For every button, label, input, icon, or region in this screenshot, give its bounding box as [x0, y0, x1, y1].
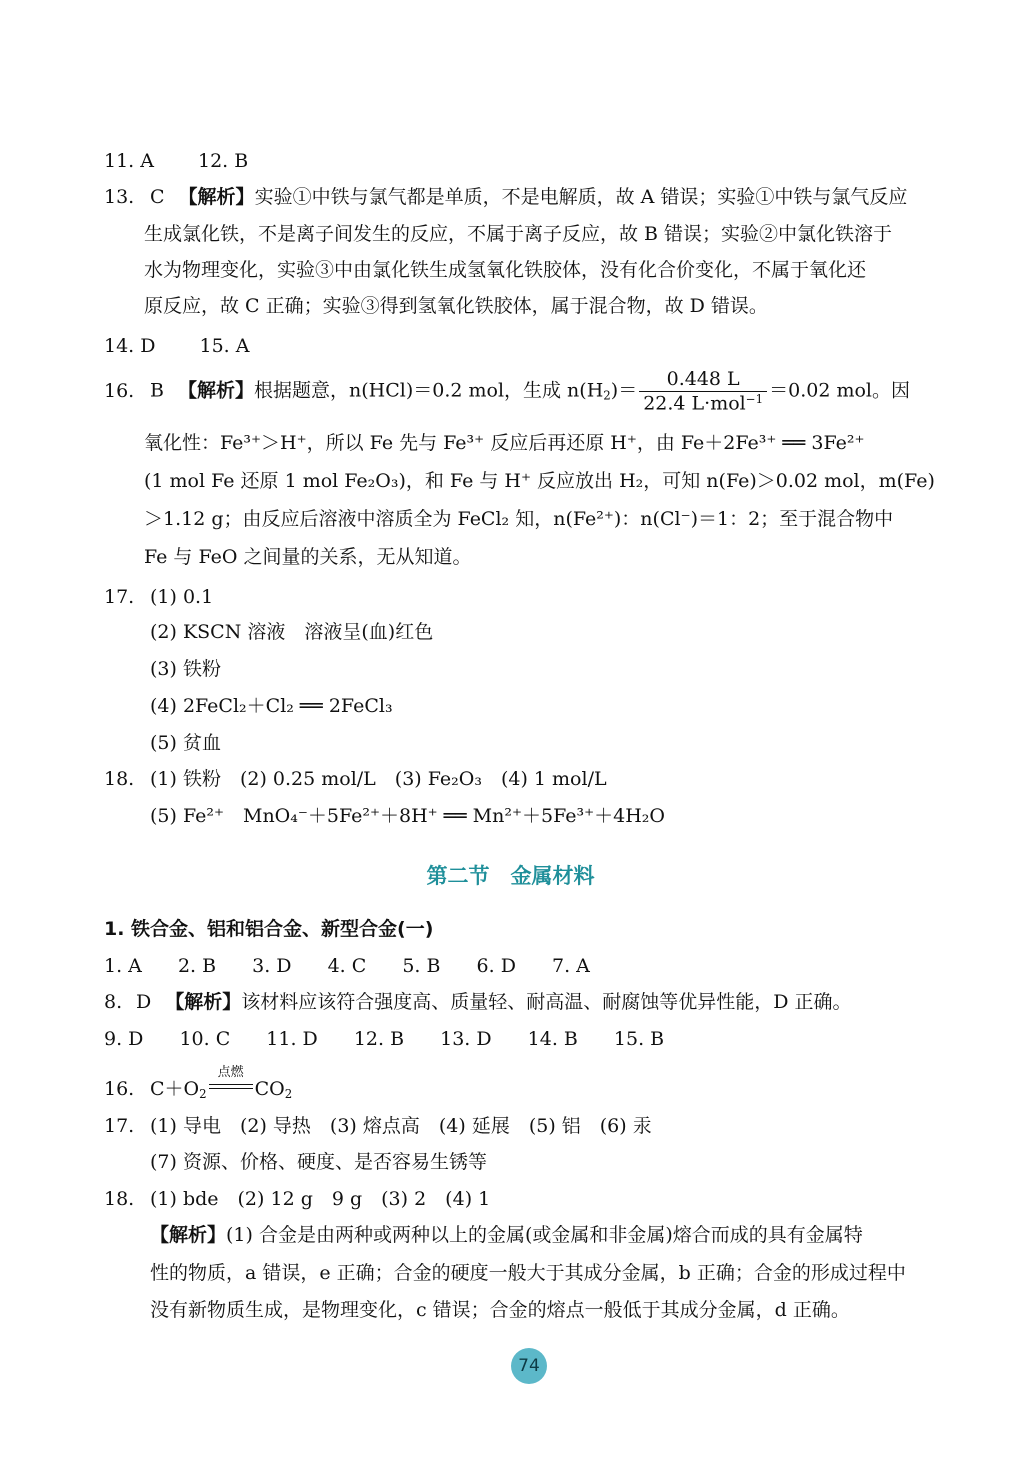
- answer-17-line4: (4) 2FeCl₂＋Cl₂ ══ 2FeCl₃: [150, 695, 393, 717]
- answer-row-1-7: [104, 957, 590, 976]
- question-number: 17.: [104, 586, 135, 608]
- question-number: 17.: [104, 1115, 135, 1137]
- answer-choice: D: [136, 991, 152, 1013]
- sub-answers: (1) 导电 (2) 导热 (3) 熔点高 (4) 延展 (5) 铝 (6) 汞: [150, 1115, 652, 1137]
- analysis-text: 根据题意，n(HCl)＝0.2 mol，生成 n(H: [253, 379, 604, 402]
- answer-16-line1: 16. B 【解析】根据题意，n(HCl)＝0.2 mol，生成 $n(H_2)=$ $\frac{0.448 L}{22.4 L\cdot mol^{-1}}$ ＝0.02 mol。因: [104, 368, 910, 415]
- fraction-denominator: 22.4 L·mol$^{-1}$: [643, 391, 764, 415]
- analysis-text: 实验①中铁与氯气都是单质，不是电解质，故 A 错误；实验①中铁与氯气反应: [254, 186, 908, 208]
- answer-item: 14. B: [527, 1028, 578, 1050]
- answer-s2-18-line4: 没有新物质生成，是物理变化，c 错误；合金的熔点一般低于其成分金属，d 正确。: [150, 1299, 850, 1321]
- question-number: 8.: [104, 991, 123, 1013]
- answer-13-line3: 水为物理变化，实验③中由氯化铁生成氢氧化铁胶体，没有化合价变化，不属于氧化还: [144, 259, 867, 281]
- answer-s2-18-line3: 性的物质，a 错误，e 正确；合金的硬度一般大于其成分金属，b 正确；合金的形成过程中: [150, 1262, 906, 1284]
- answer-17-line1: [104, 588, 213, 607]
- page-number: 74: [511, 1348, 547, 1384]
- analysis-tag: 【解析】: [150, 1224, 227, 1246]
- answer-choice: B: [150, 379, 164, 402]
- answer-16-line3: (1 mol Fe 还原 1 mol Fe₂O₃)，和 Fe 与 H⁺ 反应放出 H₂，可知 n(Fe)＞0.02 mol，m(Fe): [144, 470, 935, 492]
- answer-13-line4: 原反应，故 C 正确；实验③得到氢氧化铁胶体，属于混合物，故 D 错误。: [144, 295, 768, 317]
- answer-s2-18-line2: [150, 1226, 863, 1245]
- sub-answer: (1) 0.1: [150, 586, 214, 608]
- equation: $C+O_2$ 点燃 $CO_2$: [150, 1065, 293, 1101]
- answer-17-line5: (5) 贫血: [150, 732, 221, 754]
- question-number: 13.: [104, 186, 135, 208]
- answer-18-line1: [104, 770, 607, 789]
- answer-item: 4. C: [327, 955, 367, 977]
- answer-item: 6. D: [476, 955, 516, 977]
- answer-8: [104, 993, 852, 1012]
- answer-item: 5. B: [402, 955, 441, 977]
- answer-row-14-15: [104, 337, 249, 356]
- analysis-tag: 【解析】: [165, 991, 242, 1013]
- answer-item: 9. D: [104, 1028, 144, 1050]
- sub-answers: (1) 铁粉 (2) 0.25 mol/L (3) Fe₂O₃ (4) 1 mol/L: [150, 768, 607, 790]
- answer-choice: C: [150, 186, 165, 208]
- answer-13-line2: 生成氯化铁，不是离子间发生的反应，不属于离子反应，故 B 错误；实验②中氯化铁溶于: [144, 223, 893, 245]
- subsection-heading: 1. 铁合金、铝和铝合金、新型合金(一): [104, 918, 434, 940]
- answer-12: 12. B: [197, 150, 249, 172]
- section-title: 第二节 金属材料: [426, 864, 595, 888]
- answer-s2-17-line1: [104, 1117, 652, 1136]
- reaction-condition: 点燃: [209, 1084, 253, 1089]
- answer-17-line2: (2) KSCN 溶液 溶液呈(血)红色: [150, 621, 434, 643]
- answer-s2-16: [104, 1065, 293, 1101]
- answer-item: 13. D: [440, 1028, 492, 1050]
- answer-item: 10. C: [179, 1028, 231, 1050]
- answer-row-9-15: [104, 1030, 664, 1049]
- answer-s2-18-line1: [104, 1190, 490, 1209]
- question-number: 18.: [104, 1188, 135, 1210]
- answer-14: 14. D: [104, 335, 156, 357]
- answer-15: 15. A: [199, 335, 250, 357]
- answer-item: 2. B: [177, 955, 217, 977]
- answer-item: 1. A: [104, 955, 142, 977]
- answer-item: 15. B: [613, 1028, 665, 1050]
- answer-16-line2: 氧化性：Fe³⁺＞H⁺，所以 Fe 先与 Fe³⁺ 反应后再还原 H⁺，由 Fe＋2Fe³⁺ ══ 3Fe²⁺: [144, 432, 865, 454]
- answer-item: 11. D: [266, 1028, 318, 1050]
- fraction-numerator: 0.448 L: [639, 368, 767, 392]
- question-number: 16.: [104, 379, 135, 402]
- analysis-text-cont: )＝: [610, 379, 638, 402]
- answer-16-line4: ＞1.12 g；由反应后溶液中溶质全为 FeCl₂ 知，n(Fe²⁺)：n(Cl⁻)＝1：2；至于混合物中: [144, 508, 894, 530]
- answer-item: 7. A: [551, 955, 590, 977]
- answer-row-11-12: [104, 152, 248, 171]
- answer-16-line5: Fe 与 FeO 之间量的关系，无从知道。: [144, 546, 472, 568]
- question-number: 18.: [104, 768, 135, 790]
- answer-13-line1: [104, 188, 907, 207]
- answer-item: 12. B: [353, 1028, 405, 1050]
- fraction: [639, 368, 767, 415]
- analysis-text-end: ＝0.02 mol。因: [769, 379, 910, 402]
- answer-11: 11. A: [104, 150, 154, 172]
- answer-18-line2: (5) Fe²⁺ MnO₄⁻＋5Fe²⁺＋8H⁺ ══ Mn²⁺＋5Fe³⁺＋4H₂O: [150, 805, 665, 827]
- answer-item: 3. D: [252, 955, 292, 977]
- answer-17-line3: (3) 铁粉: [150, 658, 221, 680]
- sub-answers: (1) bde (2) 12 g 9 g (3) 2 (4) 1: [150, 1188, 491, 1210]
- analysis-tag: 【解析】: [178, 186, 255, 208]
- analysis-text: 该材料应该符合强度高、质量轻、耐高温、耐腐蚀等优异性能，D 正确。: [241, 991, 852, 1013]
- question-number: 16.: [104, 1078, 135, 1100]
- analysis-tag: 【解析】: [177, 379, 254, 402]
- answer-s2-17-line2: (7) 资源、价格、硬度、是否容易生锈等: [150, 1151, 487, 1173]
- analysis-text: (1) 合金是由两种或两种以上的金属(或金属和非金属)熔合而成的具有金属特: [226, 1224, 863, 1246]
